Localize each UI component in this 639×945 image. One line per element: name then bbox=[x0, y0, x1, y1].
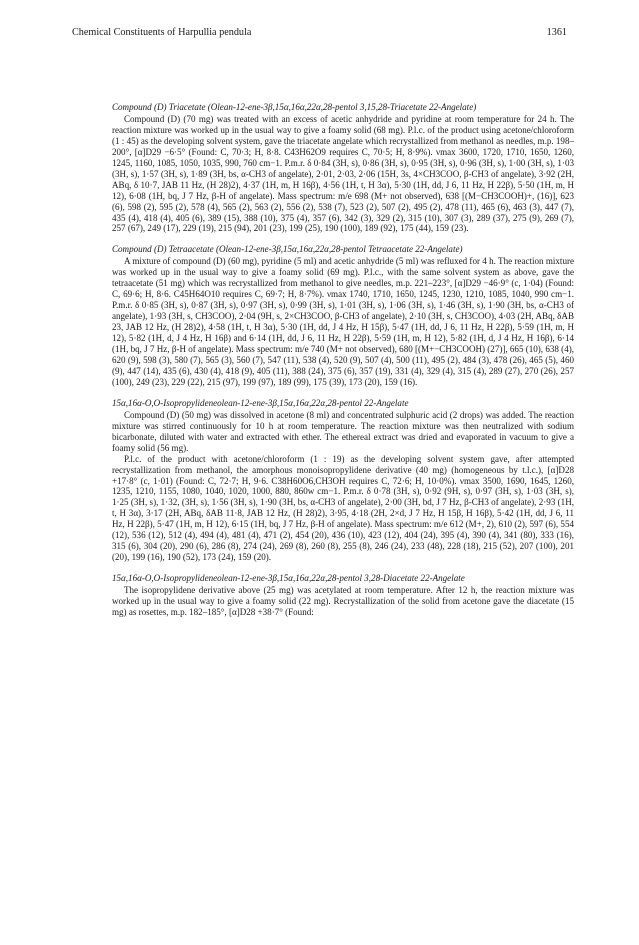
page-number: 1361 bbox=[546, 27, 567, 38]
paragraph: A mixture of compound (D) (60 mg), pyridine (5 ml) and acetic anhydride (5 ml) was refluxed for 4 h. The reaction mixture was worked up in the usual way to give a foamy solid (69 mg). P.l.c., with the same solvent system as above, gave the tetraacetate (51 mg) which was recrystallized from methanol to give needles, m.p. 221–223°, [α]D29 −46·9° (c, 1·04) (Found: C, 69·6; H, 8·6. C45H64O10 requires C, 69·7; H, 8·7%). νmax 1740, 1710, 1650, 1245, 1230, 1210, 1085, 1040, 990 cm−1. P.m.r. δ 0·85 (3H, s), 0·87 (3H, s), 0·97 (3H, s), 0·99 (3H, s), 1·01 (3H, s), 1·06 (3H, s), 1·46 (3H, s), 1·90 (3H, bs, α-CH3 of angelate), 1·93 (3H, s, CH3COO), 2·04 (9H, s, 2×CH3COO, β-CH3 of angelate), 2·10 (3H, s, CH3COO), 4·03 (2H, ABq, δAB 23, JAB 12 Hz, (H 28)2), 4·58 (1H, t, H 3α), 5·30 (1H, dd, J 4 Hz, H 15β), 5·47 (1H, dd, J 6, 11 Hz, H 22β), 5·59 (1H, m, H 12), 5·82 (1H, d, J 4 Hz, H 16β) and 6·14 (1H, dd, J 6, 11 Hz, H 22β), 5·59 (1H, m, H 12), 5·82 (1H, d, J 4 Hz, H 16β), 6·14 (1H, bq, J 7 Hz, β-H of angelate). Mass spectrum: m/e 740 (M+ not observed), 680 [(M+−CH3COOH) (27)], 665 (10), 638 (4), 620 (9), 598 (3), 580 (7), 565 (3), 560 (7), 547 (11), 538 (4), 520 (9), 507 (4), 500 (11), 495 (2), 484 (3), 478 (26), 465 (5), 460 (9), 447 (14), 435 (6), 430 (4), 418 (9), 405 (11), 388 (24), 375 (6), 357 (19), 331 (4), 329 (4), 315 (4), 289 (27), 270 (26), 257 (100), 249 (23), 229 (22), 215 (97), 199 (97), 189 (99), 175 (39), 173 (20), 159 (16). bbox=[112, 256, 574, 387]
section-title: Compound (D) Tetraacetate (Olean-12-ene-3β,15α,16α,22α,28-pentol Tetraacetate 22-Angelate) bbox=[112, 244, 463, 255]
section-triacetate bbox=[112, 102, 574, 234]
article-body bbox=[112, 102, 574, 618]
section-title: 15α,16α-O,O-Isopropylideneolean-12-ene-3β,15α,16α,22α,28-pentol 22-Angelate bbox=[112, 397, 409, 408]
journal-title: Chemical Constituents of Harpullia pendula bbox=[72, 27, 252, 38]
running-header bbox=[72, 26, 567, 40]
paragraph: P.l.c. of the product with acetone/chloroform (1 : 19) as the developing solvent system gave, after attempted recrystallization from methanol, the amorphous monoisopropylidene derivative (40 mg) (homogeneous by t.l.c.), [α]D28 +17·8° (c, 1·01) (Found: C, 72·7; H, 9·6. C38H60O6,CH3OH requires C, 72·6; H, 10·0%). νmax 3500, 1690, 1645, 1260, 1235, 1210, 1155, 1080, 1040, 1020, 1000, 880, 860w cm−1. P.m.r. δ 0·78 (3H, s), 0·92 (9H, s), 0·97 (3H, s), 1·03 (3H, s), 1·25 (3H, s), 1·32, (3H, s), 1·56 (3H, s), 1·90 (3H, bs, α-CH3 of angelate), 2·00 (3H, bd, J 7 Hz, β-CH3 of angelate), 2·93 (1H, t, H 3α), 3·17 (2H, ABq, δAB 11·8, JAB 12 Hz, (H 28)2), 3·95, 4·18 (2H, 2×d, J 7 Hz, H 15β, H 16β), 5·42 (1H, dd, J 6, 11 Hz, H 22β), 5·47 (1H, m, H 12), 6·15 (1H, bq, J 7 Hz, β-H of angelate). Mass spectrum: m/e 612 (M+, 2), 610 (2), 597 (6), 554 (12), 536 (12), 512 (4), 494 (4), 481 (4), 471 (2), 454 (20), 436 (10), 423 (12), 404 (24), 395 (4), 390 (4), 341 (80), 333 (16), 315 (6), 304 (20), 290 (6), 286 (8), 274 (24), 269 (8), 260 (8), 255 (8), 246 (24), 233 (48), 228 (18), 215 (52), 207 (100), 201 (20), 199 (16), 190 (52), 173 (24), 159 (20). bbox=[112, 453, 574, 563]
paragraph: The isopropylidene derivative above (25 mg) was acetylated at room temperature. After 12 h, the reaction mixture was worked up in the usual way to give a foamy solid (22 mg). Recrystallization of the solid from acetone gave the diacetate (15 mg) as rosettes, m.p. 182–185°, [α]D28 +38·7° (Found: bbox=[112, 585, 574, 617]
section-isopropylidene bbox=[112, 398, 574, 563]
section-tetraacetate bbox=[112, 244, 574, 387]
paragraph: Compound (D) (70 mg) was treated with an excess of acetic anhydride and pyridine at room temperature for 24 h. The reaction mixture was worked up in the usual way to give a foamy solid (68 mg). P.l.c. of the product using acetone/chloroform (1 : 45) as the developing solvent system, gave the triacetate angelate which recrystallized from methanol as needles, m.p. 198–200°, [α]D29 −6·5° (Found: C, 70·3; H, 8·8. C43H62O9 requires C, 70·5; H, 8·9%). νmax 3600, 1720, 1710, 1650, 1260, 1245, 1160, 1085, 1050, 1035, 990, 760 cm−1. P.m.r. δ 0·84 (3H, s), 0·86 (3H, s), 0·95 (3H, s), 0·96 (3H, s), 1·00 (3H, s), 1·03 (3H, s), 1·57 (3H, s), 1·89 (3H, bs, α-CH3 of angelate), 2·01, 2·03, 2·06 (15H, 3s, 4×CH3COO, β-CH3 of angelate), 3·92 (2H, ABq, δ 10·7, JAB 11 Hz, (H 28)2), 4·37 (1H, m, H 16β), 4·56 (1H, t, H 3α), 5·30 (1H, dd, J 6, 11 Hz, H 22β), 5·50 (1H, m, H 12), 6·08 (1H, bq, J 7 Hz, β-H of angelate). Mass spectrum: m/e 698 (M+ not observed), 638 [(M−CH3COOH)+, (16)], 623 (6), 598 (2), 595 (2), 578 (4), 565 (2), 563 (2), 556 (2), 538 (7), 523 (2), 507 (2), 495 (2), 478 (11), 465 (6), 463 (3), 447 (7), 435 (4), 418 (4), 405 (6), 389 (15), 388 (10), 375 (4), 357 (6), 342 (3), 329 (2), 315 (10), 307 (3), 289 (37), 275 (9), 269 (7), 257 (67), 249 (17), 229 (19), 215 (94), 201 (23), 199 (25), 190 (100), 189 (92), 175 (44), 159 (23). bbox=[112, 113, 574, 234]
paragraph: Compound (D) (50 mg) was dissolved in acetone (8 ml) and concentrated sulphuric acid (2 drops) was added. The reaction mixture was stirred continuously for 10 h at room temperature. The reaction mixture was then neutralized with sodium bicarbonate, diluted with water and extracted with ether. The ethereal extract was dried and evaporated in vacuum to give a foamy solid (56 mg). bbox=[112, 409, 574, 453]
section-title: 15α,16α-O,O-Isopropylideneolean-12-ene-3β,15α,16α,22α,28-pentol 3,28-Diacetate 22-Angelate bbox=[112, 573, 465, 584]
section-diacetate bbox=[112, 573, 574, 618]
section-title: Compound (D) Triacetate (Olean-12-ene-3β,15α,16α,22α,28-pentol 3,15,28-Triacetate 22-Angelate) bbox=[112, 102, 477, 112]
